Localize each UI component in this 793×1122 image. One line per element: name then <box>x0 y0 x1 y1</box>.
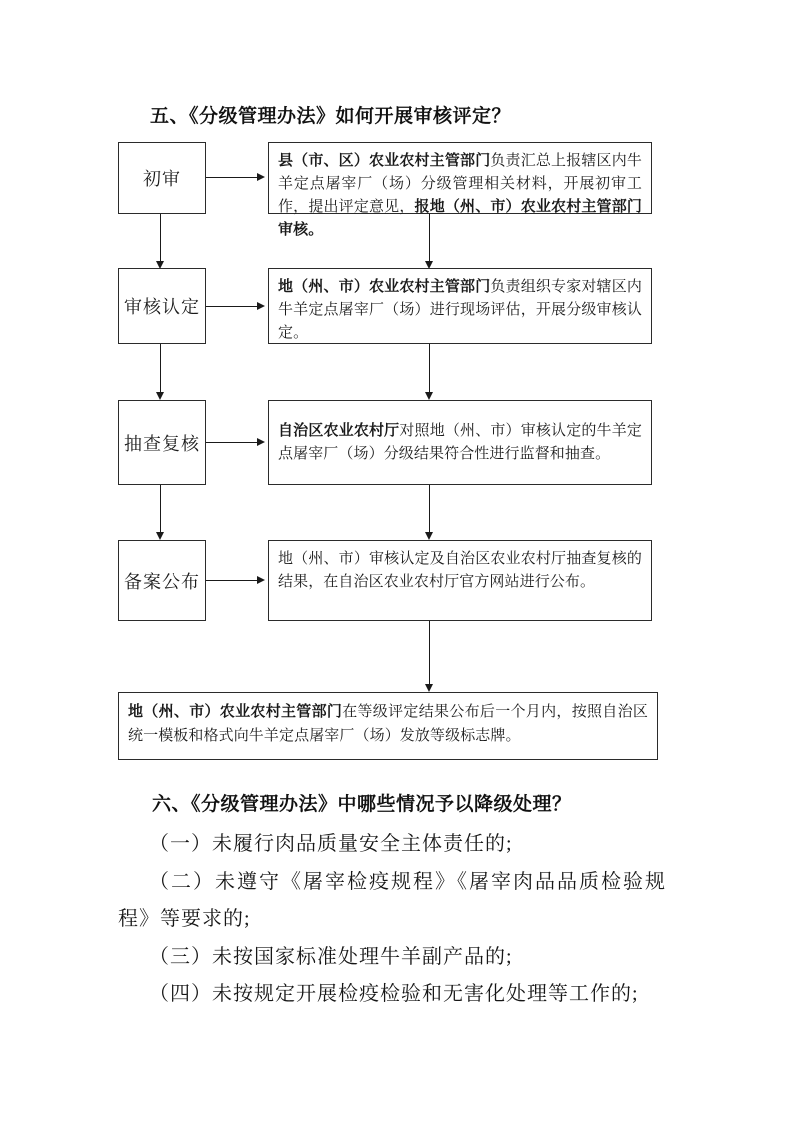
arrow-down-icon <box>160 344 161 393</box>
arrow-down-icon <box>160 485 161 533</box>
flow-step-label: 备案公布 <box>124 571 200 592</box>
flow-step-description <box>269 541 651 601</box>
arrow-right-icon <box>206 177 258 178</box>
flow-step-label: 抽查复核 <box>124 433 200 454</box>
description-text: 负责组织专家对辖区内牛羊定点屠宰厂（场）进行现场评估，开展分级审核认定。 <box>278 279 642 341</box>
arrow-down-icon <box>429 621 430 685</box>
final-step-note-box <box>118 692 658 760</box>
downgrade-item: （三）未按国家标准处理牛羊副产品的; <box>149 945 513 968</box>
downgrade-list <box>118 826 666 1014</box>
arrow-down-icon <box>429 344 430 393</box>
description-text: 对照地（州、市）审核认定的牛羊定点屠宰厂（场）分级结果符合性进行监督和抽查。 <box>278 422 642 462</box>
final-step-note <box>119 693 657 755</box>
flow-step-description-box <box>268 540 652 621</box>
description-tail-bold: 报地（州、市）农业农村主管部门审核。 <box>278 199 642 238</box>
flow-step-box-chouchafuhe <box>118 400 206 485</box>
downgrade-item: （四）未按规定开展检疫检验和无害化处理等工作的; <box>149 983 639 1005</box>
arrow-right-icon <box>206 580 258 581</box>
flow-step-description-box <box>268 400 652 485</box>
arrow-right-icon <box>206 442 258 443</box>
arrow-down-icon <box>160 214 161 262</box>
flow-step-box-shenherending <box>118 268 206 344</box>
description-text: 负责汇总上报辖区内牛羊定点屠宰厂（场）分级管理相关材料，开展初审工作，提出评定意见， <box>278 153 642 215</box>
flow-step-description <box>269 143 651 249</box>
flow-step-description <box>269 269 651 352</box>
arrow-right-icon <box>206 306 258 307</box>
flow-step-description-box <box>268 142 652 238</box>
note-lead-bold: 地（州、市）农业农村主管部门 <box>128 704 343 720</box>
arrow-down-icon <box>429 214 430 262</box>
downgrade-item: （二）未遵守《屠宰检疫规程》《屠宰肉品品质检验规程》等要求的; <box>118 870 666 930</box>
downgrade-item: （一）未履行肉品质量安全主体责任的; <box>149 833 513 855</box>
flow-step-description-box <box>268 268 652 344</box>
flow-step-label: 审核认定 <box>124 297 200 317</box>
section-five-title: 五、《分级管理办法》如何开展审核评定？ <box>150 106 512 127</box>
flow-step-description <box>269 413 651 473</box>
description-lead-bold: 地（州、市）农业农村主管部门 <box>278 279 491 295</box>
description-lead-bold: 自治区农业农村厅 <box>278 422 400 439</box>
note-text: 在等级评定结果公布后一个月内，按照自治区统一模板和格式向牛羊定点屠宰厂（场）发放等级标志牌。 <box>128 704 648 744</box>
section-six-title: 六、《分级管理办法》中哪些情况予以降级处理？ <box>152 794 572 815</box>
description-text: 地（州、市）审核认定及自治区农业农村厅抽查复核的结果，在自治区农业农村厅官方网站进行公布。 <box>278 551 642 590</box>
arrow-down-icon <box>429 485 430 533</box>
flow-step-label: 初审 <box>143 169 181 189</box>
flow-step-box-chushen <box>118 142 206 214</box>
flow-step-box-beiangongbu <box>118 540 206 621</box>
description-lead-bold: 县（市、区）农业农村主管部门 <box>278 153 491 169</box>
